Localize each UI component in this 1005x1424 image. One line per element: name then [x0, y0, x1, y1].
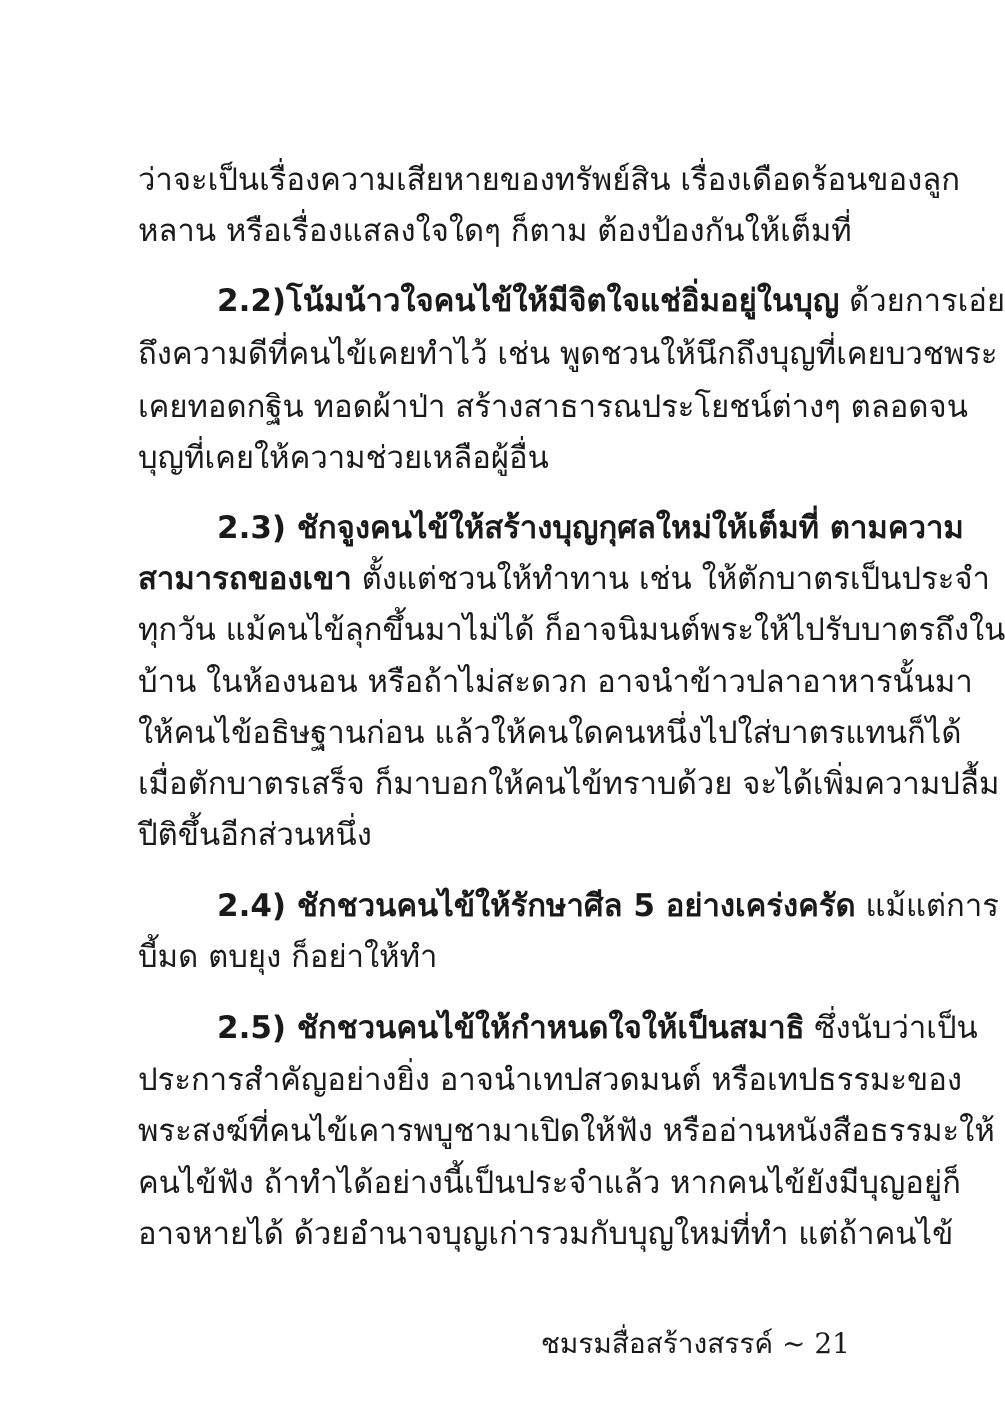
paragraph-line: [138, 1161, 961, 1205]
text-span: บี้มด ตบยุง ก็อย่าให้ทำ: [138, 939, 438, 975]
paragraph-line: [138, 385, 968, 429]
section-heading: 2.5) ชักชวนคนไข้ให้กำหนดใจให้เป็นสมาธิ: [217, 1010, 805, 1046]
paragraph-line: [138, 935, 882, 979]
paragraph-line: [138, 158, 961, 202]
paragraph-line: [138, 762, 1000, 806]
section-heading-line: [217, 506, 964, 550]
text-span: ทุกวัน แม้คนไข้ลุกขึ้นมาไม่ได้ ก็อาจนิมนต์พระให้ไปรับบาตรถึงใน: [138, 612, 1005, 648]
paragraph-line: [138, 813, 882, 857]
paragraph-line: [138, 1109, 995, 1153]
section-heading: 2.4) ชักชวนคนไข้ให้รักษาศีล 5 อย่างเคร่งครัด: [217, 888, 856, 924]
text-span: บุญที่เคยให้ความช่วยเหลือผู้อื่น: [138, 440, 549, 476]
text-span: ให้คนไข้อธิษฐานก่อน แล้วให้คนใดคนหนึ่งไปใส่บาตรแทนก็ได้: [138, 715, 962, 751]
section-heading-line: [217, 884, 999, 928]
text-span: ว่าจะเป็นเรื่องความเสียหายของทรัพย์สิน เรื่องเดือดร้อนของลูก: [138, 162, 961, 198]
text-span: คนไข้ฟัง ถ้าทำได้อย่างนี้เป็นประจำแล้ว หากคนไข้ยังมีบุญอยู่ก็: [138, 1165, 961, 1201]
text-span: ถึงความดีที่คนไข้เคยทำไว้ เช่น พูดชวนให้นึกถึงบุญที่เคยบวชพระ: [138, 336, 998, 372]
text-span: ด้วยการเอ่ย: [839, 283, 1005, 319]
section-heading-line: [217, 279, 1005, 323]
section-heading-line: [217, 1006, 978, 1050]
paragraph-line: [138, 1058, 962, 1102]
text-span: ปีติขึ้นอีกส่วนหนึ่ง: [138, 817, 372, 853]
page-footer: ชมรมสื่อสร้างสรรค์ ~ 21: [540, 1327, 850, 1360]
section-heading: สามารถของเขา: [138, 561, 352, 597]
text-span: ตั้งแต่ชวนให้ทำทาน เช่น ให้ตักบาตรเป็นประจำ: [351, 561, 990, 597]
text-span: เมื่อตักบาตรเสร็จ ก็มาบอกให้คนไข้ทราบด้วย จะได้เพิ่มความปลื้ม: [138, 766, 1000, 802]
paragraph-line: [138, 436, 882, 480]
paragraph-line: [138, 660, 973, 704]
text-span: ประการสำคัญอย่างยิ่ง อาจนำเทปสวดมนต์ หรือเทปธรรมะของ: [138, 1062, 962, 1098]
paragraph-line: [138, 1212, 954, 1256]
section-heading: 2.3) ชักจูงคนไข้ให้สร้างบุญกุศลใหม่ให้เต็มที่ ตามความ: [217, 510, 964, 546]
paragraph-line: [138, 332, 998, 376]
paragraph-line: [138, 209, 882, 253]
text-span: บ้าน ในห้องนอน หรือถ้าไม่สะดวก อาจนำข้าวปลาอาหารนั้นมา: [138, 664, 973, 700]
text-span: เคยทอดกฐิน ทอดผ้าป่า สร้างสาธารณประโยชน์ต่างๆ ตลอดจน: [138, 389, 968, 425]
text-span: ซึ่งนับว่าเป็น: [804, 1010, 978, 1046]
section-heading: 2.2)โน้มน้าวใจคนไข้ให้มีจิตใจแช่อิ่มอยู่ในบุญ: [217, 283, 840, 319]
text-span: พระสงฆ์ที่คนไข้เคารพบูชามาเปิดให้ฟัง หรืออ่านหนังสือธรรมะให้: [138, 1113, 995, 1149]
text-span: แม้แต่การ: [855, 888, 999, 924]
text-span: หลาน หรือเรื่องแสลงใจใดๆ ก็ตาม ต้องป้องกันให้เต็มที่: [138, 213, 852, 249]
paragraph-line: [138, 711, 962, 755]
text-span: อาจหายได้ ด้วยอำนาจบุญเก่ารวมกับบุญใหม่ที่ทำ แต่ถ้าคนไข้: [138, 1216, 954, 1252]
paragraph-line: [138, 557, 990, 601]
paragraph-line: [138, 608, 1005, 652]
